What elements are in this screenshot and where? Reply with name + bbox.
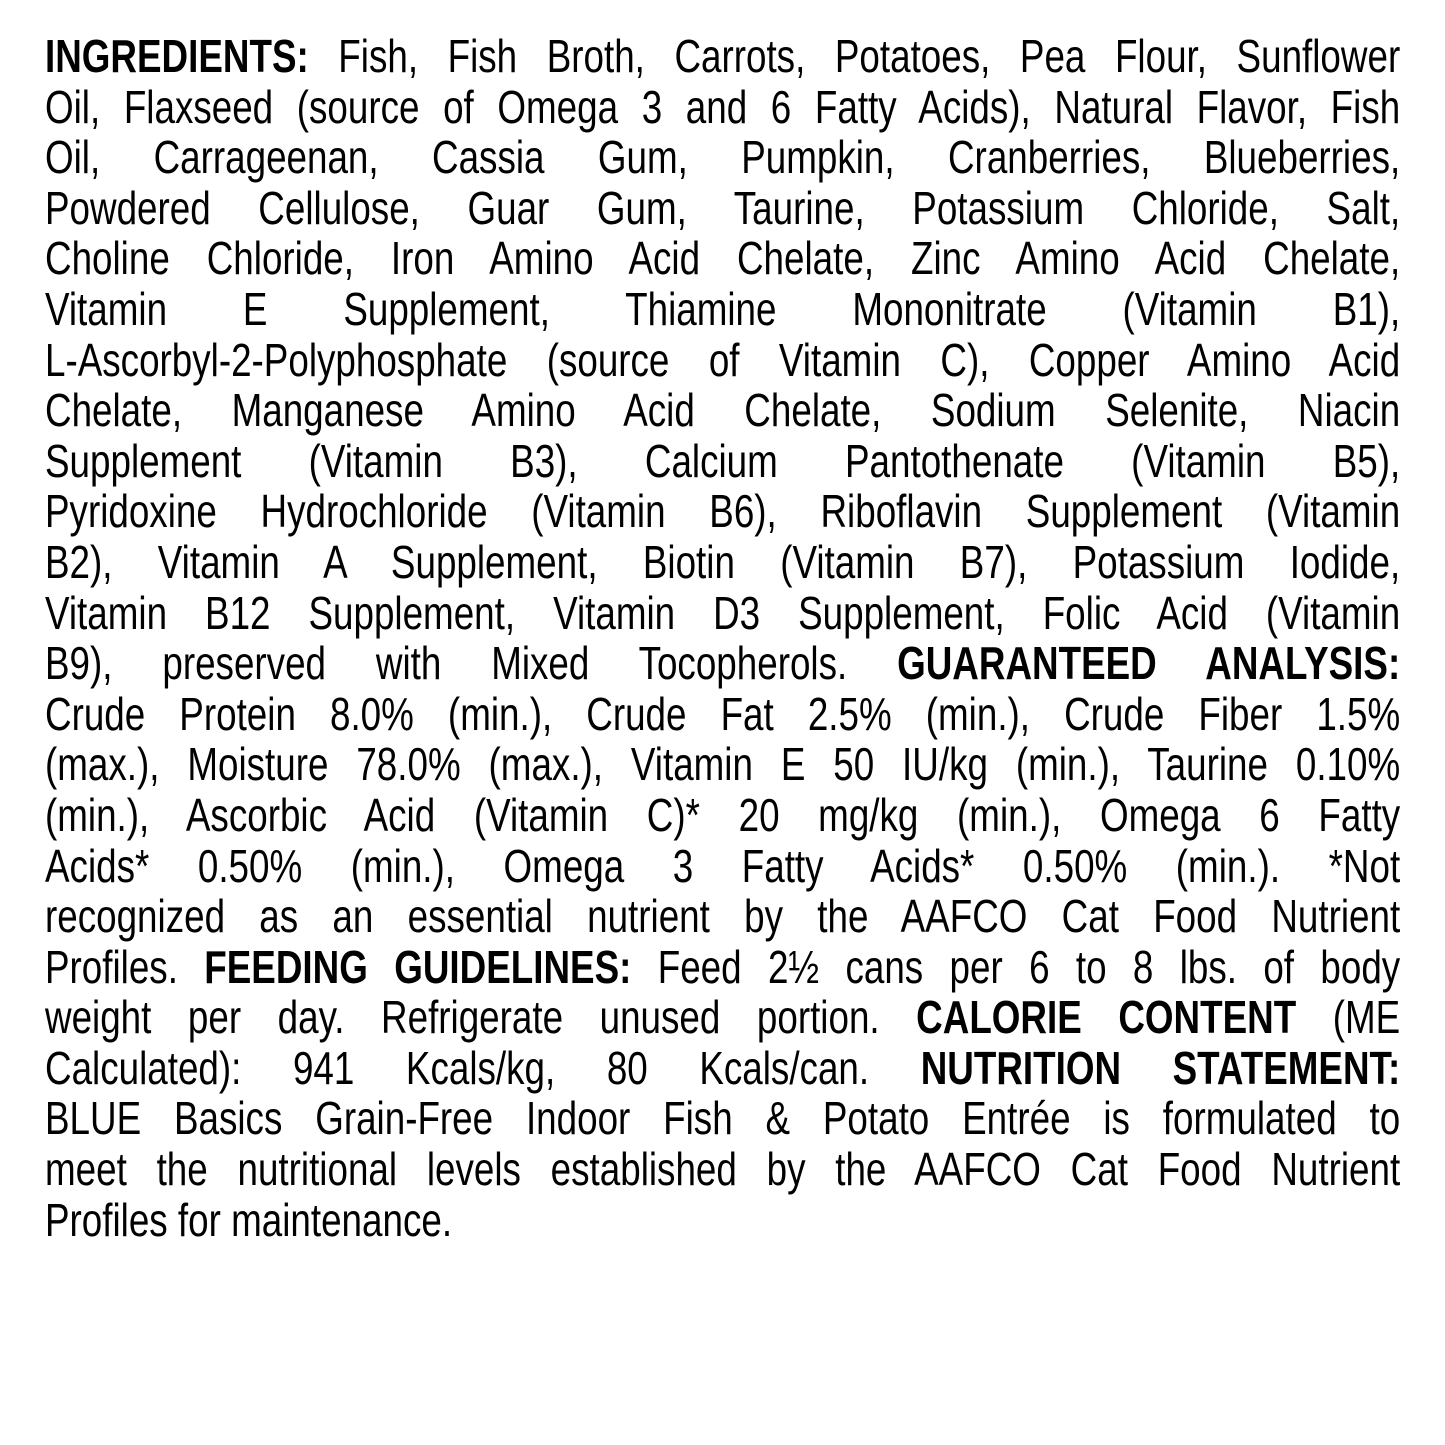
body-text: (min.), Ascorbic Acid (Vitamin C)* 20 mg/kg (min.), Omega 6 Fatty xyxy=(45,788,1401,841)
body-text: Oil, Carrageenan, Cassia Gum, Pumpkin, Cranberries, Blueberries, xyxy=(45,131,1401,184)
body-text: Pyridoxine Hydrochloride (Vitamin B6), Riboflavin Supplement (Vitamin xyxy=(45,485,1401,538)
section-heading: CALORIE CONTENT xyxy=(916,991,1297,1044)
body-text: BLUE Basics Grain-Free Indoor Fish & Potato Entrée is formulated to xyxy=(45,1092,1401,1145)
body-text: B2), Vitamin A Supplement, Biotin (Vitamin B7), Potassium Iodide, xyxy=(45,535,1401,588)
text-line xyxy=(45,31,1400,82)
text-line xyxy=(45,790,1400,841)
body-text: Fish, Fish Broth, Carrots, Potatoes, Pea Flour, Sunflower xyxy=(308,30,1401,82)
section-heading: INGREDIENTS: xyxy=(45,30,309,82)
body-text: Profiles. xyxy=(45,940,205,993)
body-text: Supplement (Vitamin B3), Calcium Pantothenate (Vitamin B5), xyxy=(45,434,1401,487)
text-line xyxy=(45,284,1400,335)
text-line xyxy=(45,739,1400,790)
body-text: Feed 2½ cans per 6 to 8 lbs. of body xyxy=(631,940,1401,993)
text-line xyxy=(45,436,1400,487)
text-line xyxy=(45,689,1400,740)
body-text: Powdered Cellulose, Guar Gum, Taurine, Potassium Chloride, Salt, xyxy=(45,181,1401,234)
product-label-text xyxy=(45,31,1400,1245)
body-text: (max.), Moisture 78.0% (max.), Vitamin E 50 IU/kg (min.), Taurine 0.10% xyxy=(45,738,1401,791)
text-line xyxy=(45,942,1400,993)
body-text: Vitamin B12 Supplement, Vitamin D3 Supplement, Folic Acid (Vitamin xyxy=(45,586,1401,639)
body-text: Profiles for maintenance. xyxy=(45,1193,453,1246)
text-line xyxy=(45,992,1400,1043)
text-line xyxy=(45,638,1400,689)
text-line xyxy=(45,82,1400,133)
body-text: weight per day. Refrigerate unused portion. xyxy=(45,991,917,1044)
text-line xyxy=(45,537,1400,588)
body-text: B9), preserved with Mixed Tocopherols. xyxy=(45,637,898,690)
body-text: Vitamin E Supplement, Thiamine Mononitrate (Vitamin B1), xyxy=(45,282,1401,335)
text-line xyxy=(45,233,1400,284)
text-line xyxy=(45,841,1400,892)
text-line xyxy=(45,1144,1400,1195)
text-line xyxy=(45,335,1400,386)
text-line xyxy=(45,1093,1400,1144)
section-heading: FEEDING GUIDELINES: xyxy=(204,940,632,993)
text-line xyxy=(45,486,1400,537)
body-text: Oil, Flaxseed (source of Omega 3 and 6 Fatty Acids), Natural Flavor, Fish xyxy=(45,80,1401,133)
text-line xyxy=(45,891,1400,942)
text-line xyxy=(45,385,1400,436)
body-text: Calculated): 941 Kcals/kg, 80 Kcals/can. xyxy=(45,1041,921,1094)
body-text: (ME xyxy=(1296,991,1401,1044)
body-text: L-Ascorbyl-2-Polyphosphate (source of Vitamin C), Copper Amino Acid xyxy=(45,333,1401,386)
section-heading: NUTRITION STATEMENT: xyxy=(920,1041,1401,1094)
text-line xyxy=(45,588,1400,639)
body-text: meet the nutritional levels established by the AAFCO Cat Food Nutrient xyxy=(45,1143,1401,1196)
text-line xyxy=(45,132,1400,183)
body-text: Chelate, Manganese Amino Acid Chelate, Sodium Selenite, Niacin xyxy=(45,384,1401,437)
section-heading: GUARANTEED ANALYSIS: xyxy=(897,637,1401,690)
body-text: Choline Chloride, Iron Amino Acid Chelate, Zinc Amino Acid Chelate, xyxy=(45,232,1401,285)
text-line xyxy=(45,1195,1400,1246)
text-line xyxy=(45,1043,1400,1094)
text-line xyxy=(45,183,1400,234)
body-text: recognized as an essential nutrient by the AAFCO Cat Food Nutrient xyxy=(45,890,1401,943)
body-text: Acids* 0.50% (min.), Omega 3 Fatty Acids* 0.50% (min.). *Not xyxy=(45,839,1401,892)
body-text: Crude Protein 8.0% (min.), Crude Fat 2.5% (min.), Crude Fiber 1.5% xyxy=(45,687,1401,740)
